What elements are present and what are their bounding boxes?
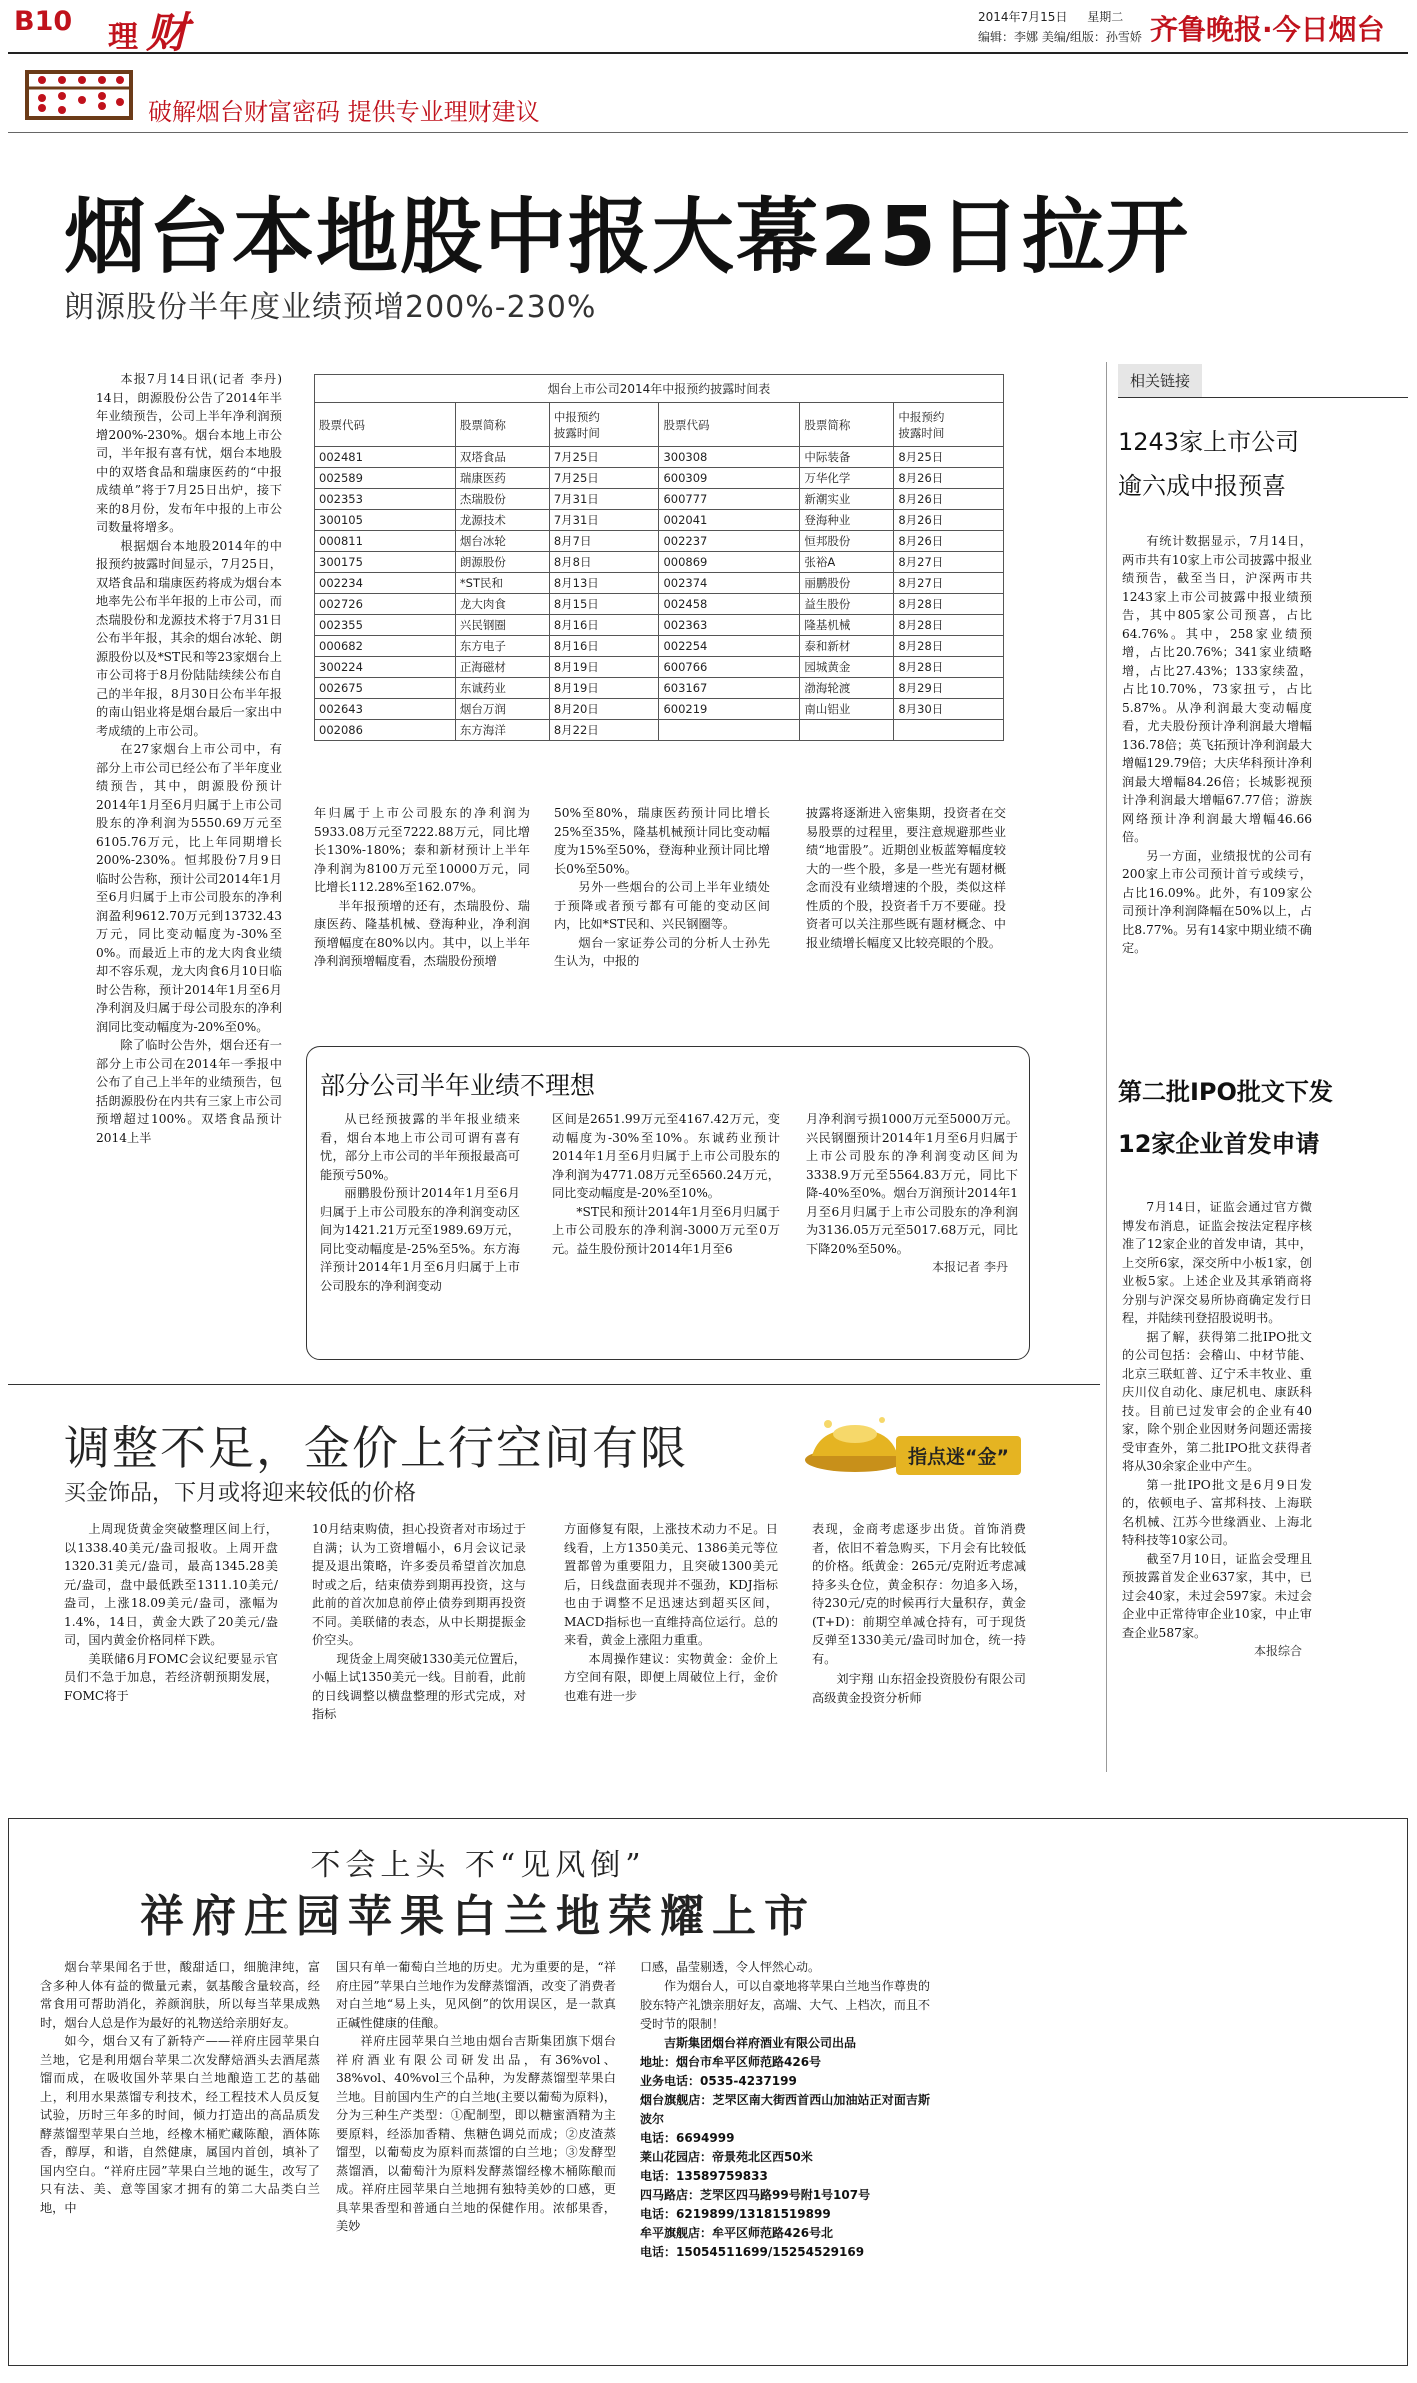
table-cell: 002254 xyxy=(659,636,800,657)
contact-line: 烟台旗舰店：芝罘区南大街西首西山加油站正对面吉斯波尔 xyxy=(640,2093,930,2126)
table-cell: 兴民钢圈 xyxy=(455,615,549,636)
paragraph: 7月14日，证监会通过官方微博发布消息，证监会按法定程序核准了12家企业的首发申请，其中，上交所6家，深交所中小板1家，创业板5家。上述企业及其承销商将分别与沪深交易所协商确定发行日程，并陆续刊登招股说明书。 xyxy=(1122,1200,1312,1325)
paragraph: 在27家烟台上市公司中，有部分上市公司已经公布了半年度业绩预告，其中，朗源股份预计2014年1月至6月归属于上市公司股东的净利润为5550.69万元至6105.76万元，比上年同期增长200%-230%。恒邦股份7月9日临时公告称，预计公司2014年1月至6月归属于上市公司股东的净利润盈利9612.70万元到13732.43万元，同比变动幅度为-30%至0%。而最近上市的龙大肉食业绩却不容乐观，龙大肉食6月10日临时公告称，预计2014年1月至6月净利润及归属于母公司股东的净利润同比变动幅度为-20%至0%。 xyxy=(96,742,282,1034)
ad-title: 祥府庄园苹果白兰地荣耀上市 xyxy=(140,1891,816,1942)
paragraph: 丽鹏股份预计2014年1月至6月归属于上市公司股东的净利润变动区间为1421.21万元至1989.69万元，同比变动幅度是-25%至5%。东方海洋预计2014年1月至6月归属于上市公司股东的净利润变动 xyxy=(320,1186,520,1293)
table-cell: 8月8日 xyxy=(549,552,659,573)
contact-line: 四马路店：芝罘区四马路99号附1号107号 xyxy=(640,2188,871,2202)
paragraph: 披露将逐渐进入密集期，投资者在交易股票的过程里，要注意规避那些业绩“地雷股”。近期创业板蓝筹幅度较大的一些个股，多是一些光有题材概念而没有业绩增速的个股，类似这样性质的个股，投资者千万不要碰。投资者可以关注那些既有题材概念、中报业绩增长幅度又比较亮眼的个股。 xyxy=(806,806,1006,950)
sidebar-headline: 12家企业首发申请 xyxy=(1118,1130,1320,1158)
table-cell: 万华化学 xyxy=(800,468,894,489)
table-row xyxy=(315,594,1004,615)
table-cell: 泰和新材 xyxy=(800,636,894,657)
contact-list xyxy=(640,2053,930,2262)
table-cell: 8月29日 xyxy=(894,678,1004,699)
contact-line: 电话：6694999 xyxy=(640,2131,735,2145)
table-cell: 南山铝业 xyxy=(800,699,894,720)
table-cell: 8月28日 xyxy=(894,636,1004,657)
table-cell: 8月7日 xyxy=(549,531,659,552)
table-row xyxy=(315,657,1004,678)
table-row xyxy=(315,699,1004,720)
gold-column-3 xyxy=(564,1520,778,1705)
table-cell: 东方海洋 xyxy=(455,720,549,741)
table-cell: 8月28日 xyxy=(894,594,1004,615)
table-cell: 7月31日 xyxy=(549,510,659,531)
table-cell: 8月26日 xyxy=(894,468,1004,489)
table-cell: 600777 xyxy=(659,489,800,510)
box-column-1 xyxy=(320,1110,520,1295)
table-cell: 烟台冰轮 xyxy=(455,531,549,552)
table-cell: 002458 xyxy=(659,594,800,615)
sidebar-story-2 xyxy=(1118,1066,1408,1659)
paragraph: 另一方面，业绩报忧的公司有200家上市公司预计首亏或续亏，占比16.09%。此外，有109家公司预计净利润降幅在50%以上，占比8.77%。另有14家中期业绩不确定。 xyxy=(1122,848,1312,955)
gold-headline: 调整不足，金价上行空间有限 xyxy=(64,1421,688,1475)
table-cell: 002675 xyxy=(315,678,456,699)
contact-line: 地址：烟台市牟平区师范路426号 xyxy=(640,2055,822,2069)
lead-column-2 xyxy=(314,804,530,971)
col-header: 中报预约 披露时间 xyxy=(894,403,1004,447)
ad-kicker: 不会上头 不“见风倒” xyxy=(310,1848,646,1883)
table-cell: 8月16日 xyxy=(549,636,659,657)
paragraph: 半年报预增的还有，杰瑞股份、瑞康医药、隆基机械、登海种业，净利润预增幅度在80%以内。其中，以上半年净利润预增幅度看，杰瑞股份预增 xyxy=(314,898,530,968)
issue-date: 2014年7月15日 星期二 xyxy=(978,10,1124,24)
col-header: 股票代码 xyxy=(659,403,800,447)
table-cell: 隆基机械 xyxy=(800,615,894,636)
paragraph: 10月结束购债，担心投资者对市场过于自满；认为工资增幅小，6月会议记录提及退出策略，许多委员希望首次加息时或之后，结束债券到期再投资，这与此前的首次加息前停止债券到期再投资不同。美联储的表态，从中长期提振金价空头。 xyxy=(312,1522,526,1647)
table-cell: 300308 xyxy=(659,447,800,468)
table-cell: 登海种业 xyxy=(800,510,894,531)
lead-column-1 xyxy=(96,370,282,1147)
paragraph: 除了临时公告外，烟台还有一部分上市公司在2014年一季报中公布了自己上半年的业绩预告，包括朗源股份在内共有三家上市公司预增超过100%。双塔食品预计2014上半 xyxy=(96,1038,282,1145)
table-cell: 7月25日 xyxy=(549,447,659,468)
contact-line: 牟平旗舰店：牟平区师范路426号北 xyxy=(640,2226,834,2240)
table-cell: 益生股份 xyxy=(800,594,894,615)
paragraph: 现货金上周突破1330美元位置后，小幅上试1350美元一线。目前看，此前的日线调整以横盘整理的形式完成，对指标 xyxy=(312,1651,526,1721)
table-cell xyxy=(894,720,1004,741)
table-cell: 000811 xyxy=(315,531,456,552)
table-cell xyxy=(659,720,800,741)
table-cell: 300224 xyxy=(315,657,456,678)
table-cell: 恒邦股份 xyxy=(800,531,894,552)
table-cell: 002237 xyxy=(659,531,800,552)
paragraph: 本报7月14日讯(记者 李丹) 14日，朗源股份公告了2014年半年业绩预告，公司上半年净利润预增200%-230%。烟台本地上市公司，半年报有喜有忧，烟台本地股中的双塔食品和瑞康医药的“中报成绩单”将于7月25日出炉，接下来的8月份，发布年中报的上市公司数量将增多。 xyxy=(96,372,282,534)
col-header: 股票代码 xyxy=(315,403,456,447)
paragraph: 截至7月10日，证监会受理且预披露首发企业637家，其中，已过会40家，未过会597家。未过会企业中正常待审企业10家，中止审查企业587家。 xyxy=(1122,1551,1312,1640)
table-cell: 烟台万润 xyxy=(455,699,549,720)
related-links-label: 相关链接 xyxy=(1118,364,1202,397)
table-cell: 正海磁材 xyxy=(455,657,549,678)
paragraph: 如今，烟台又有了新特产——祥府庄园苹果白兰地，它是利用烟台苹果二次发酵焙酒头去酒尾蒸馏而成，在吸收国外苹果白兰地酿造工艺的基础上，利用水果蒸馏专利技术，经工程技术人员反复试验，历时三年多的时间，倾力打造出的高品质发酵蒸馏型苹果白兰地，经橡木桶贮藏陈酿，酒体陈香，醇厚，和谐，自然健康，属国内首创，填补了国内空白。“祥府庄园”苹果白兰地的诞生，改写了只有法、美、意等国家才拥有的第二大品类白兰地，中 xyxy=(40,2034,320,2215)
table-cell: 8月19日 xyxy=(549,678,659,699)
sidebar-headline: 第二批IPO批文下发 xyxy=(1118,1078,1333,1106)
paragraph: 本周操作建议：实物黄金：金价上方空间有限，即便上周破位上行，金价也难有进一步 xyxy=(564,1651,778,1703)
table-cell: 龙源技术 xyxy=(455,510,549,531)
table-cell: 002481 xyxy=(315,447,456,468)
paper-name: 齐鲁晚报·今日烟台 xyxy=(1150,13,1385,46)
paragraph: 烟台一家证券公司的分析人士孙先生认为，中报的 xyxy=(554,935,770,968)
contact-line: 电话：6219899/13181519899 xyxy=(640,2207,831,2221)
table-cell: 8月28日 xyxy=(894,657,1004,678)
contact-line: 莱山花园店：帝景苑北区西50米 xyxy=(640,2150,813,2164)
table-cell: 600766 xyxy=(659,657,800,678)
paragraph: 表现，金商考虑逐步出货。首饰消费者，依旧不着急购买，下月会有比较低的价格。纸黄金：265元/克附近考虑减持多头仓位，黄金积存：勿追多入场，待230元/克的时候再行大量积存，黄金(T+D)：前期空单减仓持有，可于现货反弹至1330美元/盎司时加仓，统一持有。 xyxy=(812,1522,1026,1666)
section-title: 理 财 xyxy=(108,8,189,57)
table-cell: 000682 xyxy=(315,636,456,657)
paragraph: 国只有单一葡萄白兰地的历史。尤为重要的是，“祥府庄园”苹果白兰地作为发酵蒸馏酒，改变了消费者对白兰地“易上头，见风倒”的饮用误区，是一款真正碱性健康的佳酿。 xyxy=(336,1960,616,2030)
paragraph: 另外一些烟台的公司上半年业绩处于预降或者预亏都有可能的变动区间内，比如*ST民和、兴民钢圈等。 xyxy=(554,880,770,931)
paragraph: 有统计数据显示，7月14日，两市共有10家上市公司披露中报业绩预告，截至当日，沪深两市共1243家上市公司披露中报业绩预告，其中805家公司预喜，占比64.76%。其中，258家业绩预增，占比20.76%；341家业绩略增，占比27.43%；133家续盈，占比10.70%，73家扭亏，占比5.87%。从净利润最大变动幅度看，尤夫股份预计净利润最大增幅136.78倍；英飞拓预计净利润最大增幅129.79倍；大庆华科预计净利润最大增幅84.26倍；长城影视预计净利润最大增幅67.77倍；游族网络预计净利润最大增幅46.66倍。 xyxy=(1122,534,1312,844)
table-cell: 丽鹏股份 xyxy=(800,573,894,594)
table-cell: 002589 xyxy=(315,468,456,489)
byline: 刘宇翔 山东招金投资股份有限公司高级黄金投资分析师 xyxy=(812,1672,1026,1705)
related-links-bar xyxy=(1118,364,1408,398)
paragraph: 区间是2651.99万元至4167.42万元，变动幅度为-30%至10%。东诚药业预计2014年1月至6月归属于上市公司股东的净利润为4771.08万元至6560.24万元，同比变动幅度是-20%至10%。 xyxy=(552,1112,780,1200)
editors: 编辑：李娜 美编/组版：孙雪娇 xyxy=(978,30,1142,44)
col-header: 中报预约 披露时间 xyxy=(549,403,659,447)
table-cell: 7月31日 xyxy=(549,489,659,510)
table-row xyxy=(315,573,1004,594)
byline: 本报记者 李丹 xyxy=(932,1260,1008,1274)
table-row xyxy=(315,531,1004,552)
disclosure-schedule-table xyxy=(314,374,1004,741)
table-cell: 东诚药业 xyxy=(455,678,549,699)
sidebar-story-1 xyxy=(1118,420,1408,958)
table-cell: 300105 xyxy=(315,510,456,531)
byline: 本报综合 xyxy=(1253,1644,1302,1658)
table-cell: 8月20日 xyxy=(549,699,659,720)
box-column-3 xyxy=(806,1110,1018,1275)
table-header-row xyxy=(315,403,1004,447)
table-cell: 002234 xyxy=(315,573,456,594)
paragraph: 第一批IPO批文是6月9日发的，依顿电子、富邦科技、上海联名机械、江苏今世缘酒业、上海北特科技等10家公司。 xyxy=(1122,1477,1312,1547)
paragraph: *ST民和预计2014年1月至6月归属于上市公司股东的净利润-3000万元至0万元。益生股份预计2014年1月至6 xyxy=(552,1204,780,1256)
table-row xyxy=(315,636,1004,657)
table-cell: 中际装备 xyxy=(800,447,894,468)
paragraph: 据了解，获得第二批IPO批文的公司包括：会稽山、中材节能、北京三联虹普、辽宁禾丰牧业、重庆川仪自动化、康尼机电、康跃科技。目前已过发审会的企业有40家，除个别企业因财务问题还需接受审查外，第二批IPO批文获得者将从30余家企业中产生。 xyxy=(1122,1329,1312,1473)
col-header: 股票简称 xyxy=(455,403,549,447)
sidebar-headline: 逾六成中报预喜 xyxy=(1118,472,1286,500)
gold-ingot-icon xyxy=(800,1408,910,1476)
paragraph: 根据烟台本地股2014年的中报预约披露时间显示，7月25日，双塔食品和瑞康医药将成为烟台本地率先公布半年报的上市公司，而杰瑞股份和龙源技术将于7月31日公布半年报，其余的烟台冰轮、朗源股份以及*ST民和等23家烟台上市公司将于8月份陆陆续续公布自己的半年报，8月30日公布半年报的南山铝业将是烟台最后一家出中考成绩的上市公司。 xyxy=(96,538,282,738)
table-cell: 8月25日 xyxy=(894,447,1004,468)
col-header: 股票简称 xyxy=(800,403,894,447)
table-cell: 东方电子 xyxy=(455,636,549,657)
table-cell: 7月25日 xyxy=(549,468,659,489)
table-row xyxy=(315,447,1004,468)
table-cell: 002726 xyxy=(315,594,456,615)
table-cell: 8月28日 xyxy=(894,615,1004,636)
gold-column-4 xyxy=(812,1520,1026,1707)
table-cell: 000869 xyxy=(659,552,800,573)
table-cell: 002353 xyxy=(315,489,456,510)
table-cell: 8月27日 xyxy=(894,552,1004,573)
table-cell: 8月15日 xyxy=(549,594,659,615)
table-cell: 300175 xyxy=(315,552,456,573)
table-cell: 8月16日 xyxy=(549,615,659,636)
lead-headline: 烟台本地股中报大幕25日拉开 xyxy=(64,190,1191,285)
paragraph: 作为烟台人，可以自豪地将苹果白兰地当作尊贵的胶东特产礼馈亲朋好友，高端、大气、上档次，而且不受时节的限制！ xyxy=(640,1979,930,2031)
paragraph: 烟台苹果闻名于世，酸甜适口，细脆津纯，富含多种人体有益的微量元素，氨基酸含量较高，经常食用可帮助消化，养颜润肤，所以每当苹果成熟时，烟台人总是作为最好的礼物送给亲朋好友。 xyxy=(40,1960,320,2030)
paragraph: 50%至80%，瑞康医药预计同比增长25%至35%，隆基机械预计同比变动幅度为15%至50%，登海种业预计同比增长0%至50%。 xyxy=(554,806,770,876)
ad-column-2 xyxy=(336,1958,616,2236)
table-row xyxy=(315,678,1004,699)
table-cell: 600309 xyxy=(659,468,800,489)
table-row xyxy=(315,552,1004,573)
paragraph: 美联储6月FOMC会议纪要显示官员们不急于加息，若经济朝预期发展，FOMC将于 xyxy=(64,1651,278,1703)
table-cell: 002363 xyxy=(659,615,800,636)
gold-column-2 xyxy=(312,1520,526,1724)
ad-column-3 xyxy=(640,1958,930,2262)
paragraph: 月净利润亏损1000万元至5000万元。兴民钢圈预计2014年1月至6月归属于上市公司股东的净利润变动区间为3338.9万元至5564.83万元，同比下降-40%至0%。烟台万润预计2014年1月至6月归属于上市公司股东的净利润为3136.05万元至5017.68万元，同比下降20%至50%。 xyxy=(806,1112,1018,1256)
lead-column-3 xyxy=(554,804,770,971)
contact-line: 电话：15054511699/15254529169 xyxy=(640,2245,865,2259)
table-cell: 龙大肉食 xyxy=(455,594,549,615)
paragraph: 从已经预披露的半年报业绩来看，烟台本地上市公司可谓有喜有忧，部分上市公司的半年预报最高可能预亏50%。 xyxy=(320,1112,520,1182)
abacus-icon xyxy=(24,66,134,124)
paragraph: 方面修复有限，上涨技术动力不足。日线看，上方1350美元、1386美元等位置都曾为重要阻力，且突破1300美元后，日线盘面表现并不强劲，KDJ指标也由于调整不足迅速达到超买区间，MACD指标也一直维持高位运行。总的来看，黄金上涨阻力重重。 xyxy=(564,1522,778,1647)
table-cell: 园城黄金 xyxy=(800,657,894,678)
table-cell: 002041 xyxy=(659,510,800,531)
table-cell: 002374 xyxy=(659,573,800,594)
contact-line: 业务电话：0535-4237199 xyxy=(640,2074,797,2088)
table-cell: 600219 xyxy=(659,699,800,720)
gold-column-1 xyxy=(64,1520,278,1705)
table-row xyxy=(315,510,1004,531)
table-title: 烟台上市公司2014年中报预约披露时间表 xyxy=(314,374,1004,402)
contact-line: 电话：13589759833 xyxy=(640,2169,768,2183)
gold-badge: 指点迷“金” xyxy=(896,1436,1021,1475)
table-cell: *ST民和 xyxy=(455,573,549,594)
lead-deck: 朗源股份半年度业绩预增200%-230% xyxy=(64,290,597,325)
page-number: B10 xyxy=(14,6,73,37)
table-cell xyxy=(800,720,894,741)
table-cell: 张裕A xyxy=(800,552,894,573)
paragraph: 口感，晶莹剔透，令人怦然心动。 xyxy=(640,1960,821,1974)
table-cell: 杰瑞股份 xyxy=(455,489,549,510)
table-cell: 8月22日 xyxy=(549,720,659,741)
paragraph: 上周现货黄金突破整理区间上行，以1338.40美元/盎司报收。上周开盘1320.31美元/盎司，最高1345.28美元/盎司，盘中最低跌至1311.10美元/盎司，上涨18.09美元/盎司，涨幅为1.4%，14日，黄金大跌了20美元/盎司，国内黄金价格同样下跌。 xyxy=(64,1522,278,1647)
table-cell: 002355 xyxy=(315,615,456,636)
lead-column-4 xyxy=(806,804,1006,952)
table-cell: 8月30日 xyxy=(894,699,1004,720)
table-cell: 8月13日 xyxy=(549,573,659,594)
table-row xyxy=(315,468,1004,489)
box-column-2 xyxy=(552,1110,780,1258)
section-tagline: 破解烟台财富密码 提供专业理财建议 xyxy=(148,98,540,126)
table-cell: 渤海轮渡 xyxy=(800,678,894,699)
table-cell: 8月26日 xyxy=(894,489,1004,510)
table-cell: 瑞康医药 xyxy=(455,468,549,489)
paragraph: 祥府庄园苹果白兰地由烟台吉斯集团旗下烟台祥府酒业有限公司研发出品，有36%vol、38%vol、40%vol三个品种，为发酵蒸馏型苹果白兰地。目前国内生产的白兰地(主要以葡萄为原料)，分为三种生产类型：①配制型，即以糖蜜酒精为主要原料，经添加香精、焦糖色调兑而成；②皮渣蒸馏型，以葡萄皮为原料而蒸馏的白兰地；③发酵型蒸馏酒，以葡萄汁为原料发酵蒸馏经橡木桶陈酿而成。祥府庄园苹果白兰地拥有独特美妙的口感，更具苹果香型和普通白兰地的保健作用。浓郁果香，美妙 xyxy=(336,2034,616,2233)
box-title: 部分公司半年业绩不理想 xyxy=(320,1071,596,1100)
company-name: 吉斯集团烟台祥府酒业有限公司出品 xyxy=(664,2036,857,2050)
table-row xyxy=(315,720,1004,741)
table-cell: 双塔食品 xyxy=(455,447,549,468)
table-cell: 新潮实业 xyxy=(800,489,894,510)
gold-deck: 买金饰品，下月或将迎来较低的价格 xyxy=(64,1481,417,1506)
table-cell: 朗源股份 xyxy=(455,552,549,573)
table-row xyxy=(315,615,1004,636)
table-cell: 8月19日 xyxy=(549,657,659,678)
table-cell: 002643 xyxy=(315,699,456,720)
table-cell: 002086 xyxy=(315,720,456,741)
ad-column-1 xyxy=(40,1958,320,2217)
table-cell: 8月27日 xyxy=(894,573,1004,594)
table-cell: 8月26日 xyxy=(894,510,1004,531)
paragraph: 年归属于上市公司股东的净利润为5933.08万元至7222.88万元，同比增长130%-180%；泰和新材预计上半年净利润为8100万元至10000万元，同比增长112.28%至162.07%。 xyxy=(314,806,530,894)
sidebar-headline: 1243家上市公司 xyxy=(1118,428,1300,456)
table-cell: 603167 xyxy=(659,678,800,699)
table-cell: 8月26日 xyxy=(894,531,1004,552)
table-row xyxy=(315,489,1004,510)
